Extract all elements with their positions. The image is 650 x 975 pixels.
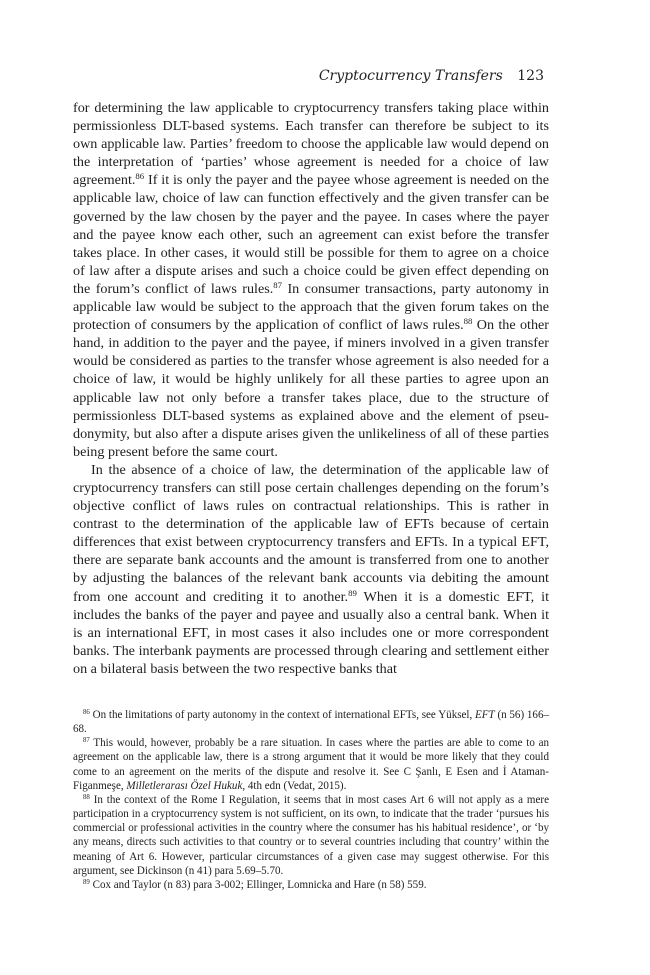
footnote-number: 88	[83, 794, 90, 802]
p1-text-1: for determining the law applicable to cryptocurrency transfers taking place within permissionless DLT-based systems. Each transfer can therefore be subject to its own applicable law. Parties’ freedom to choose the applicable law would depend on the interpretation of ‘parties’ whose agreement is needed for a choice of law agreement.	[73, 100, 549, 189]
footnote-ref-88[interactable]: 88	[463, 316, 473, 327]
running-header	[319, 68, 544, 84]
paragraph-2	[73, 461, 549, 678]
running-title: Cryptocurrency Transfers	[318, 68, 503, 84]
footnote-text: On the limitations of party autonomy in the context of international EFTs, see Yüksel,	[89, 709, 476, 721]
p1-text-3: In consumer transactions, party autonomy in applicable law would be subject to the approach that the given forum takes on the protection of consumers by the application of conflict of laws rules.	[73, 280, 549, 334]
footnote-number: 89	[83, 879, 90, 887]
footnote-87	[73, 736, 549, 793]
footnote-italic: EFT	[475, 709, 495, 721]
footnote-number: 86	[83, 709, 90, 717]
page-number: 123	[517, 68, 544, 84]
footnote-88	[73, 793, 549, 878]
p2-text-1: In the absence of a choice of law, the determination of the applicable law of cryptocurrency transfers can still pose certain challenges depending on the forum’s objective conflict of laws rules on contractual relationships. This is rather in contrast to the determination of the applicable law of EFTs because of certain differences that exist between cryptocurrency transfers and EFTs. In a typical EFT, there are separate bank accounts and the amount is transferred from one to another by adjusting the balances of the relevant bank accounts via debiting the amount from one account and crediting it to another.	[73, 461, 549, 605]
footnote-number: 87	[83, 737, 90, 745]
footnote-text: Cox and Taylor (n 83) para 3-002; Ellinger, Lomnicka and Hare (n 58) 559.	[89, 878, 427, 891]
main-text	[73, 99, 549, 678]
footnote-ref-86[interactable]: 86	[135, 171, 145, 182]
paragraph-1	[73, 99, 549, 461]
footnote-ref-87[interactable]: 87	[273, 280, 283, 291]
footnote-ref-89[interactable]: 89	[348, 587, 357, 598]
footnote-text: , 4th edn (Vedat, 2015).	[242, 779, 347, 792]
footnote-text: (n 56) 166–68.	[73, 709, 549, 736]
footnote-italic: Milletlerarası Özel Hukuk	[126, 779, 243, 792]
footnote-text: In the context of the Rome I Regulation, it seems that in most cases Art 6 will not apply as a mere participation in a cryptocurrency system is not sufficient, on its own, to indicate that the trader ‘pursues his commercial or professional activities in the country where the consumer has his habitual residence’, or ‘by any means, directs such activities to that country or to several countries including that country’ within the meaning of Art 6. However, particular circumstances of a given case may suggest otherwise. For this argument, see Dickinson (n 41) para 5.69–5.70.	[73, 793, 549, 877]
footnotes	[73, 708, 549, 892]
footnote-89	[73, 878, 549, 892]
footnote-86	[73, 708, 549, 736]
p1-text-2: If it is only the payer and the payee whose agreement is needed on the applicable law, choice of law can function effectively and the given transfer can be governed by the law chosen by the payer and the payee. In cases where the payer and the payee know each other, such an agreement can exist before the transfer takes place. In other cases, it would still be possible for them to agree on a choice of law after a dispute arises and such a choice could be given effect depending on the forum’s conflict of laws rules.	[73, 172, 549, 297]
p2-text-2: When it is a domestic EFT, it includes the banks of the payer and payee and usually also a central bank. When it is an international EFT, in most cases it also includes one or more correspondent banks. The interbank payments are processed through clearing and settlement either on a bilateral basis between the two respective banks that	[73, 588, 549, 677]
p1-text-4: On the other hand, in addition to the payer and the payee, if miners involved in a given transfer would be considered as parties to the transfer whose agreement is also needed for a choice of law, it would be highly unlikely for all these parties to agree upon an applicable law not only before a transfer takes place, due to the structure of permissionless DLT-based systems as explained above and the element of pseudonymity, but also after a dispute arises given the unlikeliness of all of these parties being present before the same court.	[73, 317, 549, 460]
footnote-text: This would, however, probably be a rare situation. In cases where the parties are able to come to an agreement on the applicable law, there is a strong argument that it would be more likely that they could come to an agreement on the merits of the dispute and resolve it. See C Şanlı, E Esen and İ Ataman-Figanmeşe,	[73, 737, 549, 792]
